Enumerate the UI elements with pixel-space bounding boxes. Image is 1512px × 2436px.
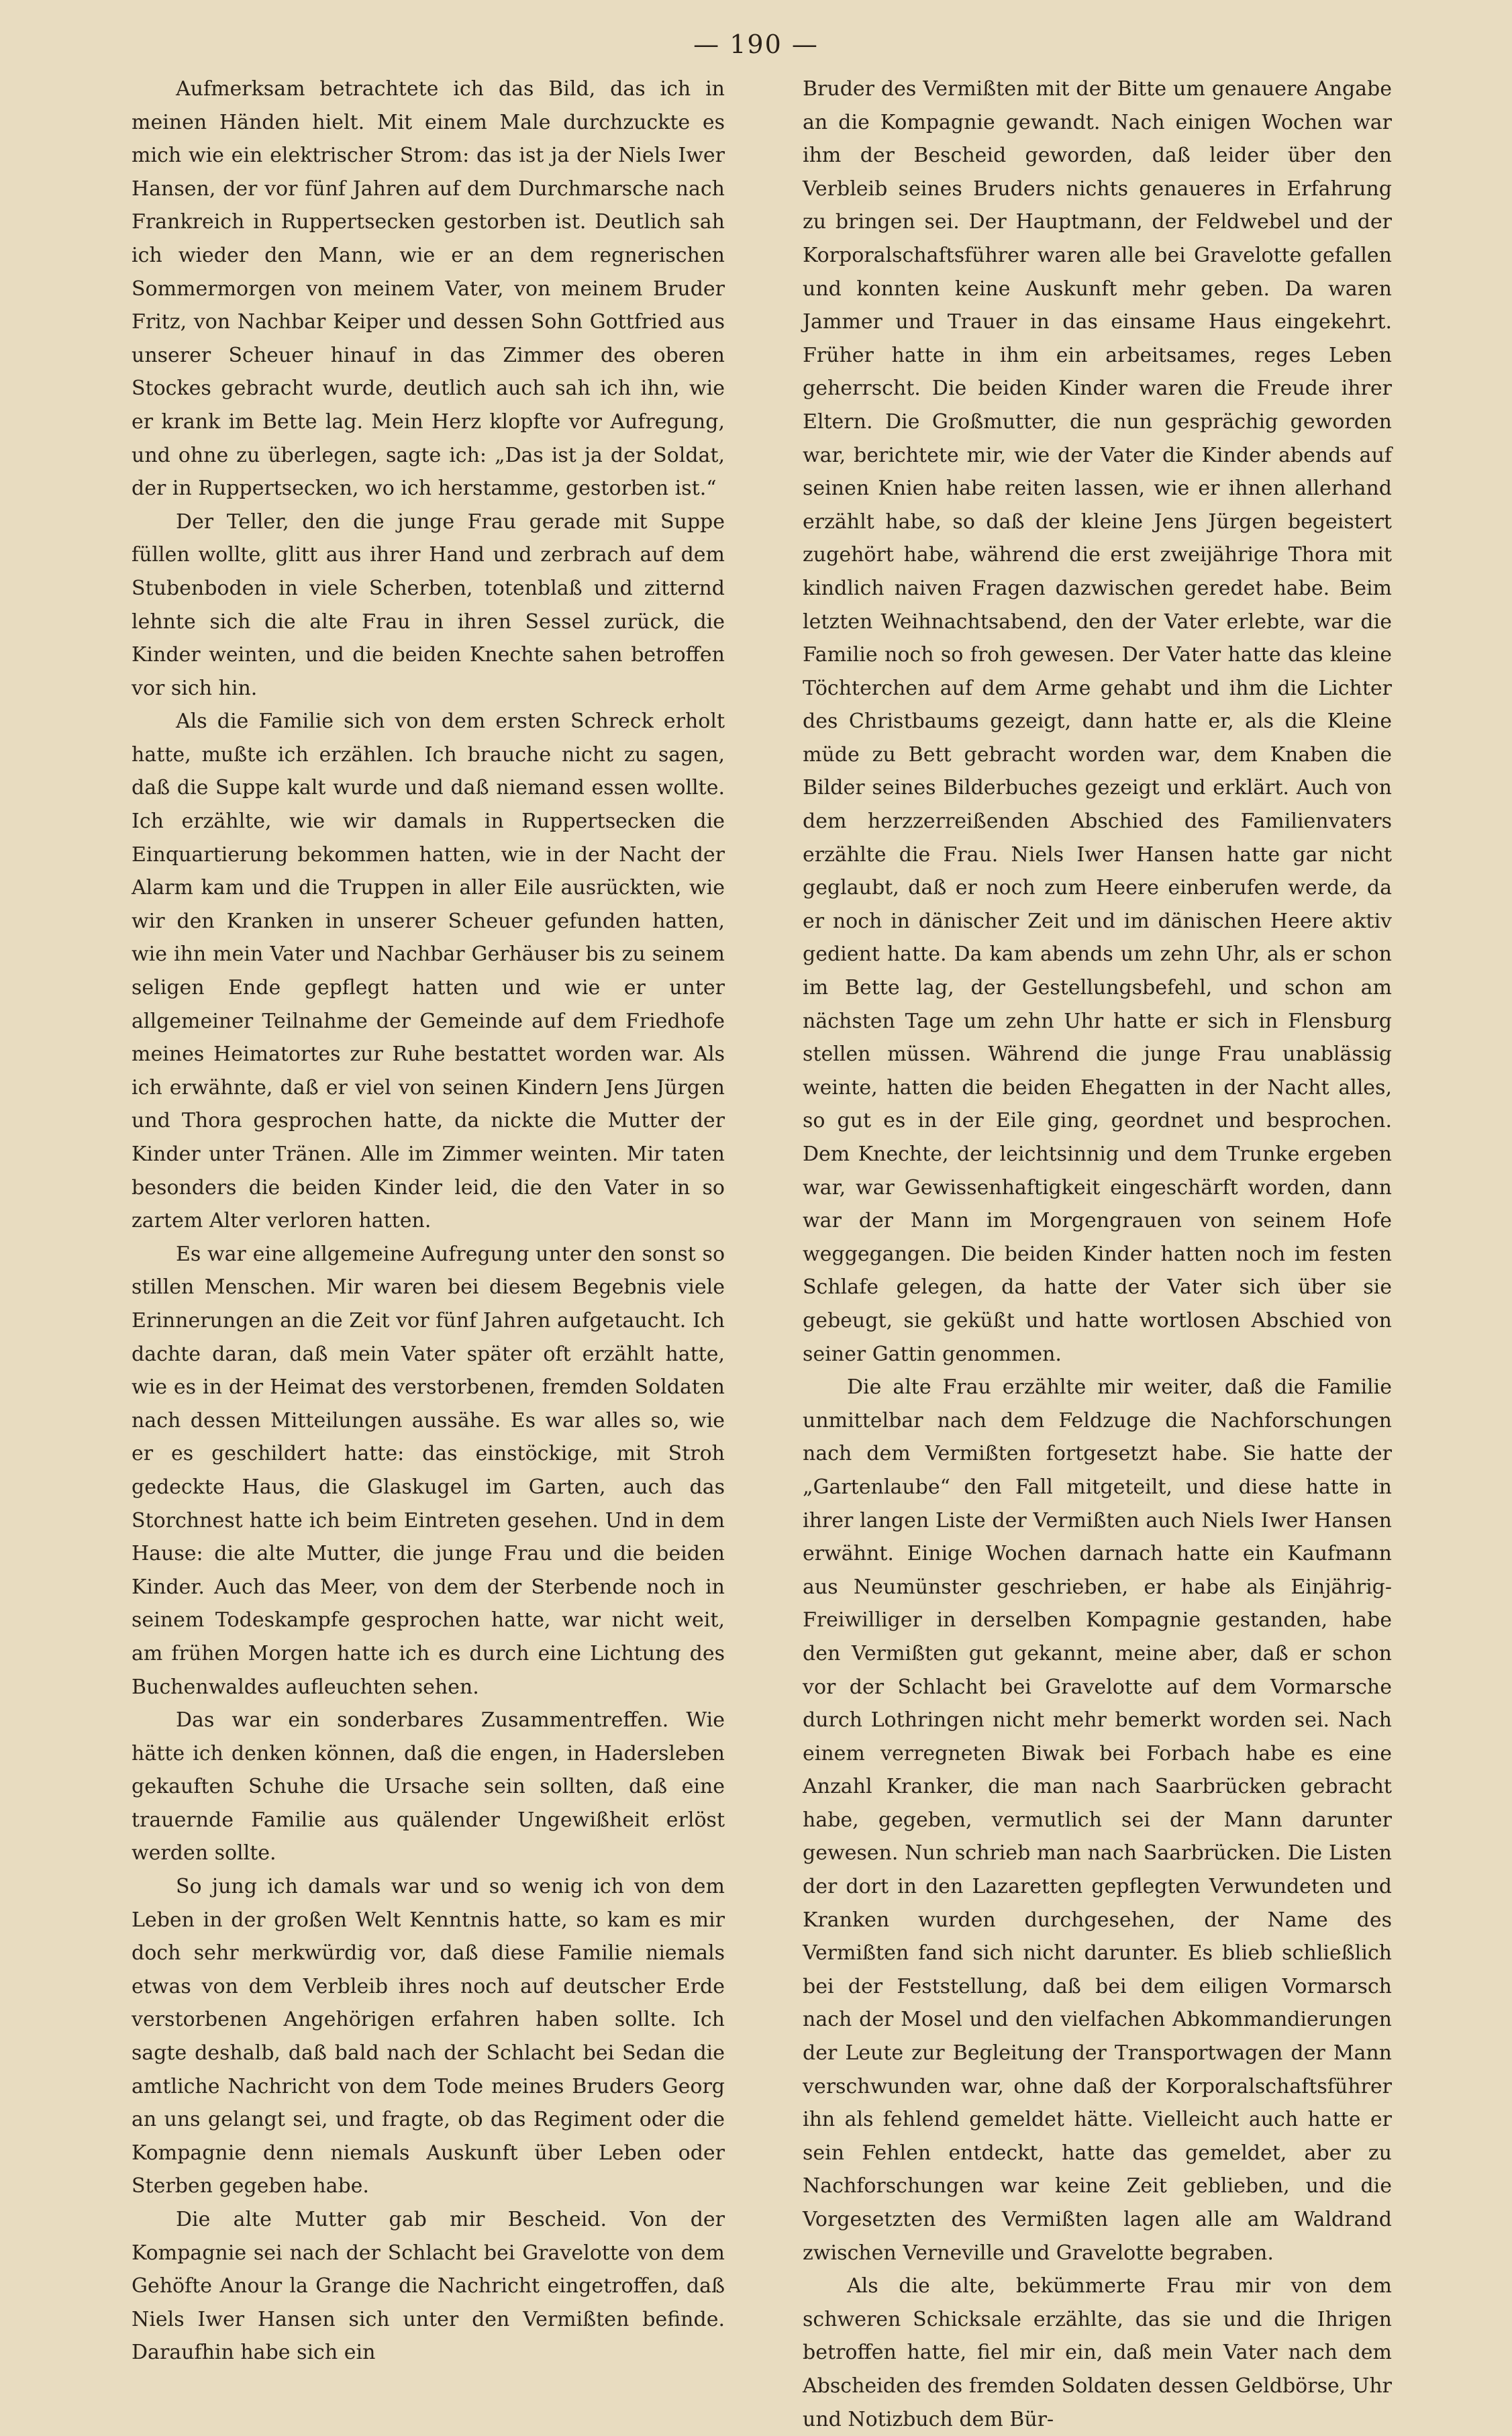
paragraph: Bruder des Vermißten mit der Bitte um genauere Angabe an die Kompagnie gewandt. Nach einigen Wochen war ihm der Bescheid geworden, daß leider über den Verbleib seines Bruders nichts genaueres in Erfahrung zu bringen sei. Der Hauptmann, der Feldwebel und der Korporalschaftsführer waren alle bei Gravelotte gefallen und konnten keine Auskunft mehr geben. Da waren Jammer und Trauer in das einsame Haus eingekehrt. Früher hatte in ihm ein arbeitsames, reges Leben geherrscht. Die beiden Kinder waren die Freude ihrer Eltern. Die Großmutter, die nun gesprächig geworden war, berichtete mir, wie der Vater die Kinder abends auf seinen Knien habe reiten lassen, wie er ihnen allerhand erzählt habe, so daß der kleine Jens Jürgen begeistert zugehört habe, während die erst zweijährige Thora mit kindlich naiven Fragen dazwischen geredet habe. Beim letzten Weihnachtsabend, den der Vater erlebte, war die Familie noch so froh gewesen. Der Vater hatte das kleine Töchterchen auf dem Arme gehabt und ihm die Lichter des Christbaums gezeigt, dann hatte er, als die Kleine müde zu Bett gebracht worden war, dem Knaben die Bilder seines Bilderbuches gezeigt und erklärt. Auch von dem herzzerreißenden Abschied des Familienvaters erzählte die Frau. Niels Iwer Hansen hatte gar nicht geglaubt, daß er noch zum Heere einberufen werde, da er noch in dänischer Zeit und im dänischen Heere aktiv gedient hatte. Da kam abends um zehn Uhr, als er schon im Bette lag, der Gestellungsbefehl, und schon am nächsten Tage um zehn Uhr hatte er sich in Flensburg stellen müssen. Während die junge Frau unablässig weinte, hatten die beiden Ehegatten in der Nacht alles, so gut es in der Eile ging, geordnet und besprochen. Dem Knechte, der leichtsinnig und dem Trunke ergeben war, war Gewissenhaftigkeit eingeschärft worden, dann war der Mann im Morgengrauen von seinem Hofe weggegangen. Die beiden Kinder hatten noch im festen Schlafe gelegen, da hatte der Vater sich über sie gebeugt, sie geküßt und hatte wortlosen Abschied von seiner Gattin genommen. — [803, 77, 1392, 1366]
paragraph: Die alte Mutter gab mir Bescheid. Von der Kompagnie sei nach der Schlacht bei Gravelotte von dem Gehöfte Anour la Grange die Nachricht eingetroffen, daß Niels Iwer Hansen sich unter den Vermißten befinde. Daraufhin habe sich ein — [132, 2208, 725, 2365]
paragraph: Es war eine allgemeine Aufregung unter den sonst so stillen Menschen. Mir waren bei diesem Begebnis viele Erinnerungen an die Zeit vor fünf Jahren aufgetaucht. Ich dachte daran, daß mein Vater später oft erzählt hatte, wie es in der Heimat des verstorbenen, fremden Soldaten nach dessen Mitteilungen aussähe. Es war alles so, wie er es geschildert hatte: das einstöckige, mit Stroh gedeckte Haus, die Glaskugel im Garten, auch das Storchnest hatte ich beim Eintreten gesehen. Und in dem Hause: die alte Mutter, die junge Frau und die beiden Kinder. Auch das Meer, von dem der Sterbende noch in seinem Todeskampfe gesprochen hatte, war nicht weit, am frühen Morgen hatte ich es durch eine Lichtung des Buchenwaldes aufleuchten sehen. — [132, 1242, 725, 1699]
paragraph: Aufmerksam betrachtete ich das Bild, das ich in meinen Händen hielt. Mit einem Male durchzuckte es mich wie ein elektrischer Strom: das ist ja der Niels Iwer Hansen, der vor fünf Jahren auf dem Durchmarsche nach Frankreich in Ruppertsecken gestorben ist. Deutlich sah ich wieder den Mann, wie er an dem regnerischen Sommermorgen von meinem Vater, von meinem Bruder Fritz, von Nachbar Keiper und dessen Sohn Gottfried aus unserer Scheuer hinauf in das Zimmer des oberen Stockes gebracht wurde, deutlich auch sah ich ihn, wie er krank im Bette lag. Mein Herz klopfte vor Aufregung, und ohne zu überlegen, sagte ich: „Das ist ja der Soldat, der in Ruppertsecken, wo ich herstamme, gestorben ist.“ — [132, 77, 725, 501]
left-column — [132, 72, 725, 2370]
paragraph: So jung ich damals war und so wenig ich von dem Leben in der großen Welt Kenntnis hatte, so kam es mir doch sehr merkwürdig vor, daß diese Familie niemals etwas von dem Verbleib ihres noch auf deutscher Erde verstorbenen Angehörigen erfahren haben sollte. Ich sagte deshalb, daß bald nach der Schlacht bei Sedan die amtliche Nachricht von dem Tode meines Bruders Georg an uns gelangt sei, und fragte, ob das Regiment oder die Kompagnie denn niemals Auskunft über Leben oder Sterben gegeben habe. — [132, 1875, 725, 2198]
paragraph: Als die Familie sich von dem ersten Schreck erholt hatte, mußte ich erzählen. Ich brauche nicht zu sagen, daß die Suppe kalt wurde und daß niemand essen wollte. Ich erzählte, wie wir damals in Ruppertsecken die Einquartierung bekommen hatten, wie in der Nacht der Alarm kam und die Truppen in aller Eile ausrückten, wie wir den Kranken in unserer Scheuer gefunden hatten, wie ihn mein Vater und Nachbar Gerhäuser bis zu seinem seligen Ende gepflegt hatten und wie er unter allgemeiner Teilnahme der Gemeinde auf dem Friedhofe meines Heimatortes zur Ruhe bestattet worden war. Als ich erwähnte, daß er viel von seinen Kindern Jens Jürgen und Thora gesprochen hatte, da nickte die Mutter der Kinder unter Tränen. Alle im Zimmer weinten. Mir taten besonders die beiden Kinder leid, die den Vater in so zartem Alter verloren hatten. — [132, 710, 725, 1233]
paragraph: Das war ein sonderbares Zusammentreffen. Wie hätte ich denken können, daß die engen, in Hadersleben gekauften Schuhe die Ursache sein sollten, daß eine trauernde Familie aus quälender Ungewißheit erlöst werden sollte. — [132, 1708, 725, 1865]
paragraph: Der Teller, den die junge Frau gerade mit Suppe füllen wollte, glitt aus ihrer Hand und zerbrach auf dem Stubenboden in viele Scherben, totenblaß und zitternd lehnte sich die alte Frau in ihren Sessel zurück, die Kinder weinten, und die beiden Knechte sahen betroffen vor sich hin. — [132, 509, 725, 700]
right-column — [803, 72, 1392, 2436]
page-number: — 190 — — [693, 30, 819, 59]
paragraph: Als die alte, bekümmerte Frau mir von dem schweren Schicksale erzählte, das sie und die Ihrigen betroffen hatte, fiel mir ein, daß mein Vater nach dem Abscheiden des fremden Soldaten dessen Geldbörse, Uhr und Notizbuch dem Bür- — [803, 2274, 1392, 2431]
paragraph: Die alte Frau erzählte mir weiter, daß die Familie unmittelbar nach dem Feldzuge die Nachforschungen nach dem Vermißten fortgesetzt habe. Sie hatte der „Gartenlaube“ den Fall mitgeteilt, und diese hatte in ihrer langen Liste der Vermißten auch Niels Iwer Hansen erwähnt. Einige Wochen darnach hatte ein Kaufmann aus Neumünster geschrieben, er habe als Einjährig-Freiwilliger in derselben Kompagnie gestanden, habe den Vermißten gut gekannt, meine aber, daß er schon vor der Schlacht bei Gravelotte auf dem Vormarsche durch Lothringen nicht mehr bemerkt worden sei. Nach einem verregneten Biwak bei Forbach habe es eine Anzahl Kranker, die man nach Saarbrücken gebracht habe, gegeben, vermutlich sei der Mann darunter gewesen. Nun schrieb man nach Saarbrücken. Die Listen der dort in den Lazaretten gepflegten Verwundeten und Kranken wurden durchgesehen, der Name des Vermißten fand sich nicht darunter. Es blieb schließlich bei der Feststellung, daß bei dem eiligen Vormarsch nach der Mosel und den vielfachen Abkommandierungen der Leute zur Begleitung der Transportwagen der Mann verschwunden war, ohne daß der Korporalschaftsführer ihn als fehlend gemeldet hätte. Vielleicht auch hatte er sein Fehlen entdeckt, hatte das gemeldet, aber zu Nachforschungen war keine Zeit geblieben, und die Vorgesetzten des Vermißten lagen alle am Waldrand zwischen Verneville und Gravelotte begraben. — [803, 1375, 1392, 2265]
